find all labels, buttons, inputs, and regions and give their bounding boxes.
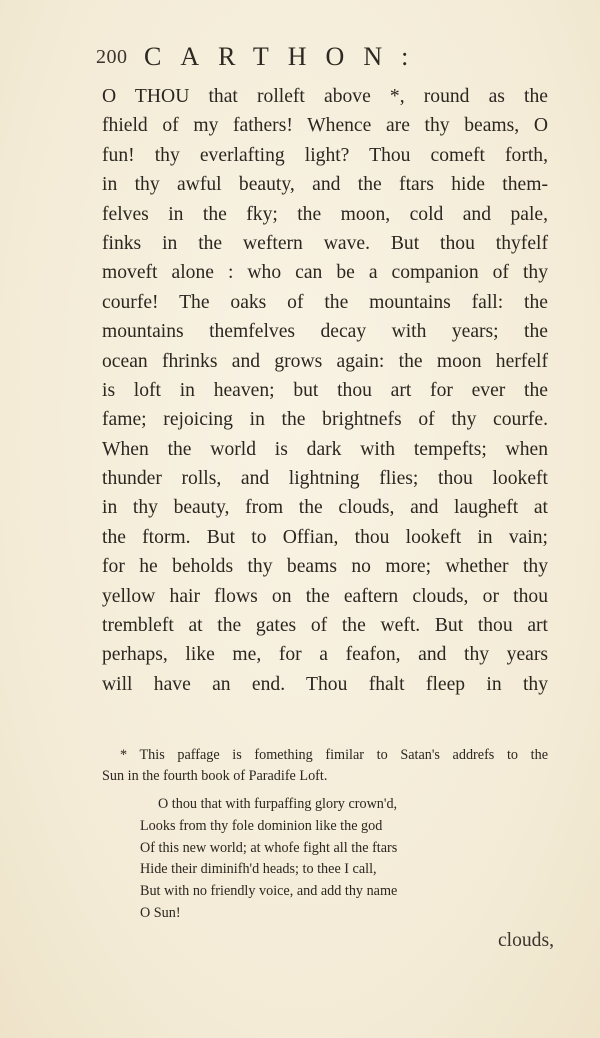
running-header — [96, 44, 566, 76]
text-line: fun! thy everlafting light? Thou comeft forth, — [102, 144, 548, 166]
text-line: in thy beauty, from the clouds, and laugheft at — [102, 497, 548, 519]
catchword: clouds, — [497, 930, 554, 951]
page-number: 200 — [96, 46, 128, 68]
text-line: fame; rejoicing in the brightnefs of thy courfe. — [102, 409, 548, 431]
text-line: in thy awful beauty, and the ftars hide them- — [102, 174, 548, 196]
verse-line: Of this new world; at whofe fight all the ftars — [140, 839, 398, 856]
verse-line: O thou that with furpaffing glory crown'd, — [158, 796, 398, 812]
text-line: mountains themfelves decay with years; the — [102, 321, 548, 343]
running-title: CARTHON: — [144, 42, 428, 71]
text-line: When the world is dark with tempefts; when — [102, 438, 548, 460]
text-line: will have an end. Thou fhalt fleep in thy — [102, 673, 548, 695]
text-line: is loft in heaven; but thou art for ever the — [102, 379, 548, 401]
text-line: O THOU that rolleft above *, round as the — [102, 86, 548, 107]
verse-line: Looks from thy fole dominion like the god — [140, 817, 383, 834]
text-line: finks in the weftern wave. But thou thyfelf — [102, 232, 548, 254]
text-line: thunder rolls, and lightning flies; thou lookeft — [102, 468, 548, 490]
verse-quotation — [140, 794, 480, 925]
verse-line: But with no friendly voice, and add thy name — [140, 883, 398, 900]
verse-line: Hide their diminifh'd heads; to thee I call, — [140, 861, 377, 878]
text-line: perhaps, like me, for a feafon, and thy years — [102, 644, 548, 666]
text-line: moveft alone : who can be a companion of thy — [102, 262, 548, 284]
text-line: fhield of my fathers! Whence are thy beams, O — [102, 115, 548, 137]
text-line: ocean fhrinks and grows again: the moon herfelf — [102, 350, 548, 372]
footnote — [102, 745, 548, 786]
main-text — [102, 82, 548, 699]
verse-line: O Sun! — [140, 904, 181, 921]
text-line: the ftorm. But to Offian, thou lookeft in vain; — [102, 526, 548, 548]
text-line: trembleft at the gates of the weft. But thou art — [102, 615, 548, 637]
footnote-line: Sun in the fourth book of Paradife Loft. — [102, 767, 328, 784]
footnote-line: * This paffage is fomething fimilar to Satan's addrefs to the — [120, 747, 548, 763]
text-line: for he beholds thy beams no more; whether thy — [102, 556, 548, 578]
text-line: courfe! The oaks of the mountains fall: the — [102, 291, 548, 313]
text-line: yellow hair flows on the eaftern clouds, or thou — [102, 585, 548, 607]
text-line: felves in the fky; the moon, cold and pale, — [102, 203, 548, 225]
